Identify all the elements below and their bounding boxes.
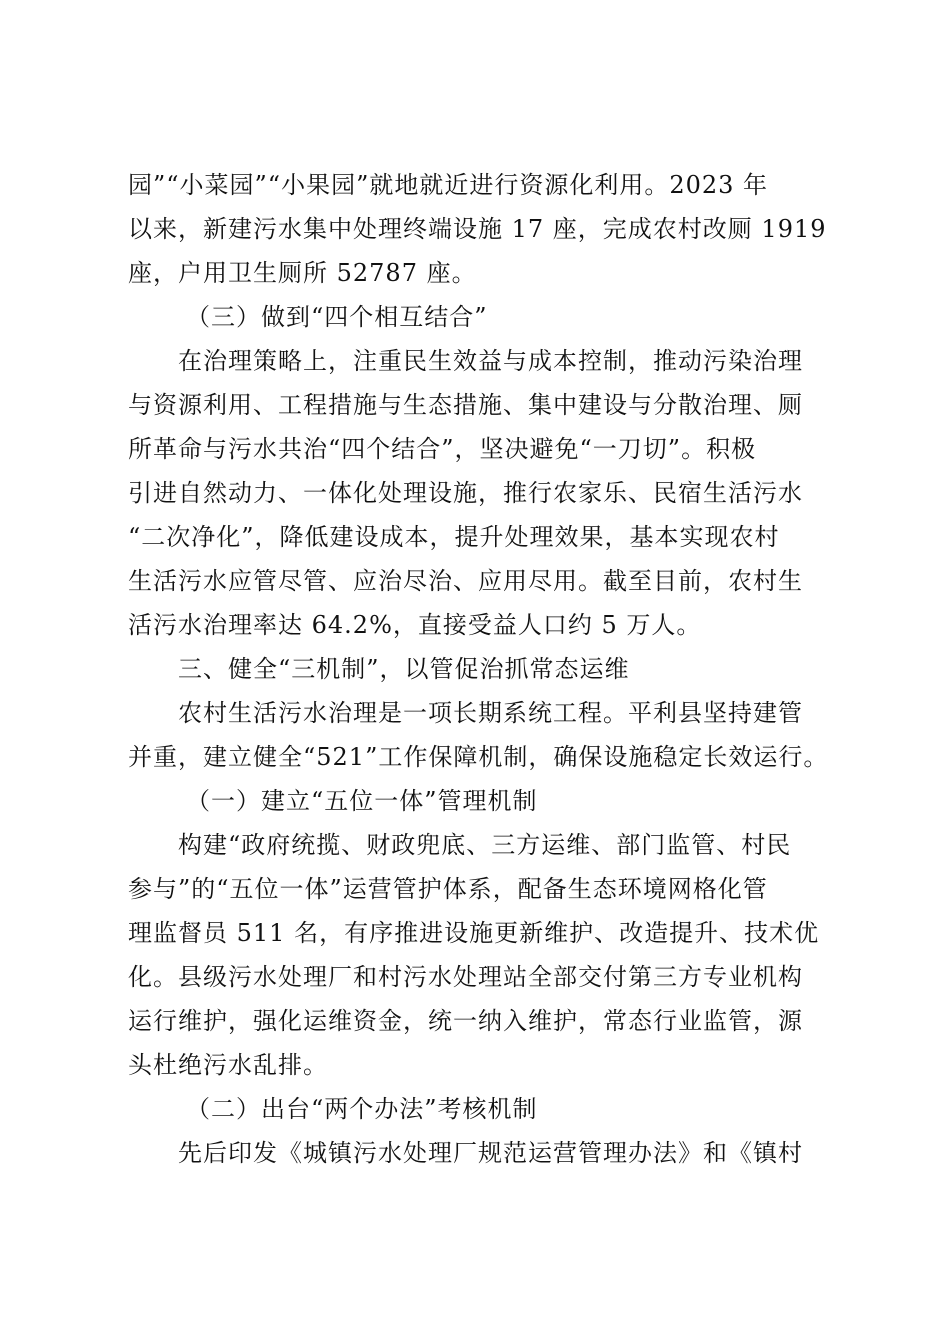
paragraph-line: 所革命与污水共治“四个结合”，坚决避免“一刀切”。积极: [128, 435, 757, 463]
paragraph-line: 先后印发《城镇污水处理厂规范运营管理办法》和《镇村: [178, 1139, 803, 1167]
paragraph-line: 活污水治理率达 64.2%，直接受益人口约 5 万人。: [128, 611, 702, 639]
paragraph-line: 化。县级污水处理厂和村污水处理站全部交付第三方专业机构: [128, 963, 803, 991]
paragraph-line: 参与”的“五位一体”运营管护体系，配备生态环境网格化管: [128, 875, 768, 903]
paragraph-line: 理监督员 511 名，有序推进设施更新维护、改造提升、技术优: [128, 919, 820, 947]
paragraph-line: 头杜绝污水乱排。: [128, 1051, 328, 1079]
paragraph-line: 与资源利用、工程措施与生态措施、集中建设与分散治理、厕: [128, 391, 803, 419]
paragraph-line: “二次净化”，降低建设成本，提升处理效果，基本实现农村: [128, 523, 780, 551]
paragraph-line: 运行维护，强化运维资金，统一纳入维护，常态行业监管，源: [128, 1007, 803, 1035]
paragraph-line: 农村生活污水治理是一项长期系统工程。平利县坚持建管: [178, 699, 803, 727]
chapter-heading: 三、健全“三机制”，以管促治抓常态运维: [178, 655, 630, 683]
paragraph-line: 以来，新建污水集中处理终端设施 17 座，完成农村改厕 1919: [128, 215, 827, 243]
paragraph-line: 在治理策略上，注重民生效益与成本控制，推动污染治理: [178, 347, 803, 375]
paragraph-line: 构建“政府统揽、财政兜底、三方运维、部门监管、村民: [178, 831, 792, 859]
paragraph-line: 座，户用卫生厕所 52787 座。: [128, 259, 477, 287]
paragraph-line: 生活污水应管尽管、应治尽治、应用尽用。截至目前，农村生: [128, 567, 803, 595]
paragraph-line: 园”“小菜园”“小果园”就地就近进行资源化利用。2023 年: [128, 171, 769, 199]
section-heading: （一）建立“五位一体”管理机制: [186, 787, 538, 815]
paragraph-line: 并重，建立健全“521”工作保障机制，确保设施稳定长效运行。: [128, 743, 829, 771]
paragraph-line: 引进自然动力、一体化处理设施，推行农家乐、民宿生活污水: [128, 479, 803, 507]
section-heading: （二）出台“两个办法”考核机制: [186, 1095, 538, 1123]
section-heading: （三）做到“四个相互结合”: [186, 303, 488, 331]
